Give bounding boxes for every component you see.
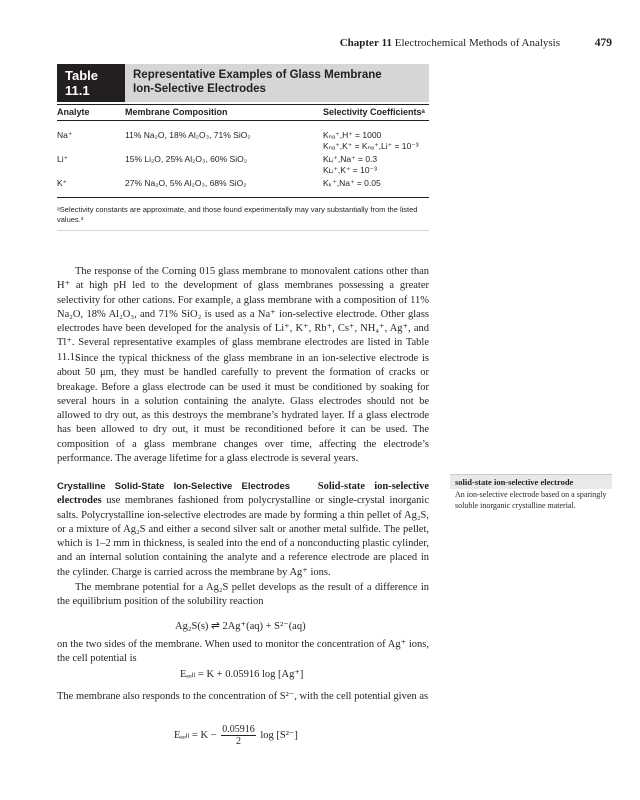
table-cell-coef: Kₖ⁺,Na⁺ = 0.05 [323,178,381,188]
table-cell-composition: 27% Na₂O, 5% Al₂O₃, 68% SiO₂ [125,178,247,188]
table-header-selectivity: Selectivity Coefficientsᵃ [323,107,425,117]
table-cell-coef: Kʟᵢ⁺,K⁺ = 10⁻³ [323,165,377,175]
equation: Ag₂S(s) ⇌ 2Ag⁺(aq) + S²⁻(aq) [175,621,306,632]
table-cell-coef: Kʟᵢ⁺,Na⁺ = 0.3 [323,154,378,164]
table-tag [57,64,125,102]
body-text: use membranes fashioned from polycrystalline or single-crystal inorganic salts. Polycrystalline ion-selective electrodes are made by forming a thin pellet of Ag₂S, or a mixture of Ag₂S and either a second silver salt or another metal sulfide. The pellet, which is 1–2 mm in thickness, is sealed into the end of a nonconducting plastic cylinder, and an internal solution containing the analyte and a reference electrode are placed in the cylinder. Charge is carried across the membrane by Ag⁺ ions. [57,495,429,578]
table-tag-label: Table 11.1 [65,68,98,98]
table-cell-composition: 11% Na₂O, 18% Al₂O₃, 71% SiO₂ [125,130,251,140]
body-paragraph: The membrane also responds to the concentration of S²⁻, with the cell potential given as [57,691,429,702]
body-paragraph: on the two sides of the membrane. When used to monitor the concentration of Ag⁺ ions, the cell potential is [57,639,429,665]
equation: Eₑₑₗₗ = K + 0.05916 log [Ag⁺] [180,669,304,680]
fraction-denominator: 2 [235,736,241,747]
table-caption-line1: Representative Examples of Glass Membrane [133,69,382,81]
body-paragraph: The membrane potential for a Ag₂S pellet develops as the result of a difference in the equilibrium position of the solubility reaction [57,582,429,608]
table-title-bar [57,64,429,102]
running-header [340,37,612,53]
chapter-title: Electrochemical Methods of Analysis [394,37,560,49]
body-paragraph: Since the typical thickness of the glass membrane in an ion-selective electrode is about 50 μm, they must be handled carefully to prevent the formation of cracks or breakage. Before a glass electrode can be used it must be conditioned by soaking for several hours in a solution containing the analyte. Glass electrodes should not be allowed to dry out, as this destroys the membrane’s hydrated layer. If a glass electrode has been allowed to dry out, it must be reconditioned before it can be used. The composition of a glass membrane changes over time, affecting the electrode’s performance. The average lifetime for a glass electrode is several years. [57,353,429,465]
table-footnote: ᵃSelectivity constants are approximate, and those found experimentally may vary substantially from the listed values.³ [57,205,418,224]
table-cell-composition: 15% Li₂O, 25% Al₂O₃, 60% SiO₂ [125,154,248,164]
section-heading: Crystalline Solid-State Ion-Selective Electrodes [57,481,291,492]
body-paragraph: The response of the Corning 015 glass membrane to monovalent cations other than H⁺ at high pH led to the development of glass membranes possessing a greater selectivity for other cations. For example, a glass membrane with a composition of 11% Na₂O, 18% Al₂O₃, and 71% SiO₂ is used as a Na⁺ ion-selective electrode. Other glass electrodes have been developed for the analysis of Li⁺, K⁺, Rb⁺, Cs⁺, NH₄⁺, Ag⁺, and Tl⁺. Several representative examples of glass membrane electrodes are listed in Table 11.1. [57,266,429,363]
key-term: Solid-state ion-selective electrodes [57,481,430,507]
table-caption [133,68,382,96]
table-rule-bottom [57,197,429,198]
table-header-analyte: Analyte [57,107,90,117]
table-caption-line2: Ion-Selective Electrodes [133,83,266,95]
table-cell-coef: Kₙₐ⁺,K⁺ = Kₙₐ⁺,Li⁺ = 10⁻³ [323,141,419,151]
table-rule-top [57,104,429,105]
table-rule-header [57,120,429,121]
equation-left: Eₑₑₗₗ = K − [174,729,217,741]
page-number: 479 [594,37,612,49]
table-cell-coef: Kₙₐ⁺,H⁺ = 1000 [323,130,382,140]
equation-right: log [S²⁻] [260,729,298,741]
table-cell-analyte: Li⁺ [57,154,69,164]
chapter-label: Chapter [339,37,379,49]
margin-definition: An ion-selective electrode based on a sparingly soluble inorganic crystalline material. [455,490,607,510]
table-header-composition: Membrane Composition [125,107,228,117]
table-cell-analyte: K⁺ [57,178,68,188]
equation [174,724,298,747]
fraction [221,724,256,747]
margin-term: solid-state ion-selective electrode [455,477,574,487]
chapter-heading [340,37,560,49]
chapter-number: 11 [381,37,392,49]
table-rule-end [57,230,429,231]
body-paragraph [57,480,429,580]
table-cell-analyte: Na⁺ [57,130,73,140]
fraction-numerator: 0.05916 [222,724,255,735]
